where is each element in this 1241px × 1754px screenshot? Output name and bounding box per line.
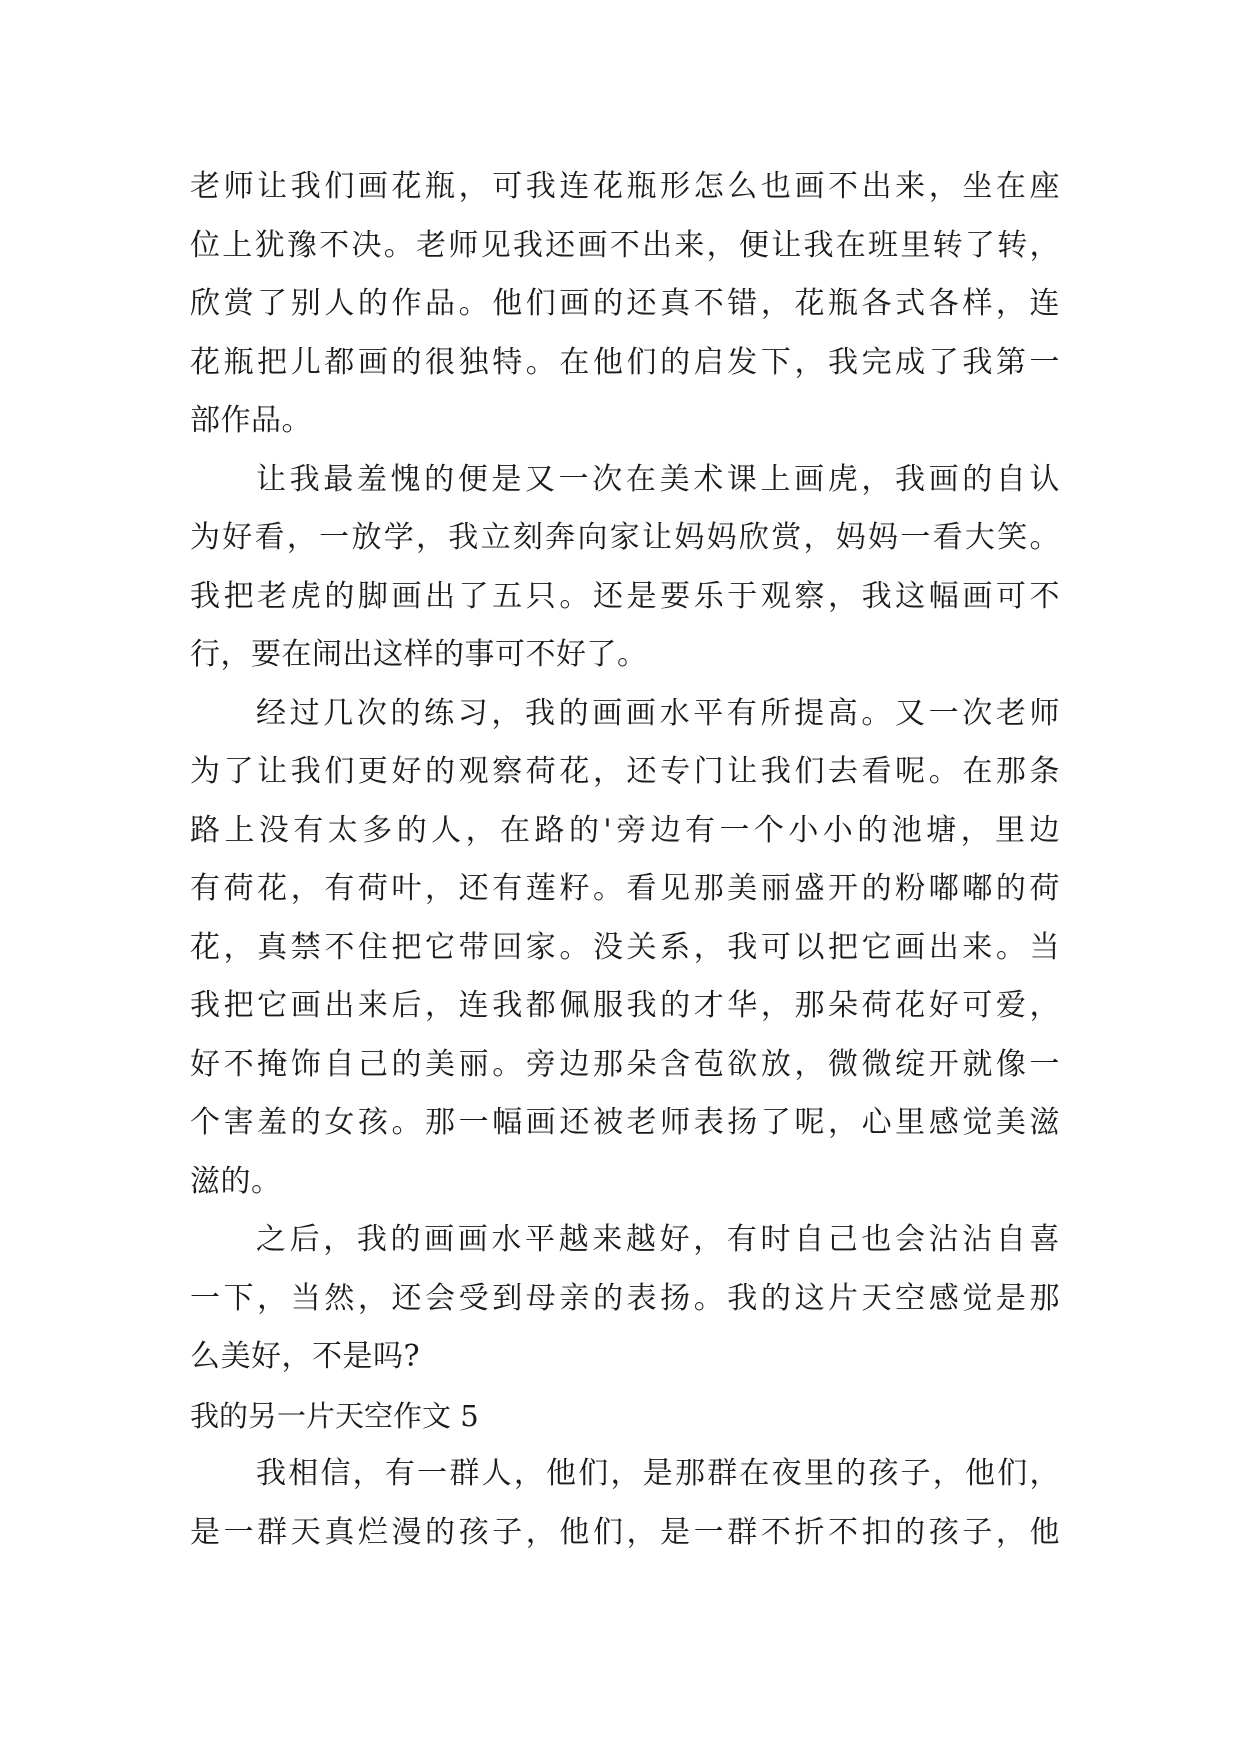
paragraph bbox=[190, 451, 1060, 685]
text-line: 滋的。 bbox=[190, 1163, 282, 1199]
text-line: 个害羞的女孩。那一幅画还被老师表扬了呢，心里感觉美滋 bbox=[190, 1105, 1060, 1140]
paragraph bbox=[190, 685, 1060, 1212]
text-line: 我相信，有一群人，他们，是那群在夜里的孩子，他们， bbox=[256, 1456, 1060, 1491]
text-line: 为好看，一放学，我立刻奔向家让妈妈欣赏，妈妈一看大笑。 bbox=[190, 520, 1060, 555]
text-line: 一下，当然，还会受到母亲的表扬。我的这片天空感觉是那 bbox=[190, 1280, 1060, 1316]
text-line: 老师让我们画花瓶，可我连花瓶形怎么也画不出来，坐在座 bbox=[190, 169, 1060, 204]
section-heading: 我的另一片天空作文 5 bbox=[190, 1398, 479, 1433]
text-line: 行，要在闹出这样的事可不好了。 bbox=[190, 637, 648, 672]
text-line: 位上犹豫不决。老师见我还画不出来，便让我在班里转了转， bbox=[190, 227, 1060, 263]
text-line: 路上没有太多的人，在路的'旁边有一个小小的池塘，里边 bbox=[190, 812, 1060, 848]
text-line: 我把老虎的脚画出了五只。还是要乐于观察，我这幅画可不 bbox=[190, 578, 1060, 614]
text-line: 好不掩饰自己的美丽。旁边那朵含苞欲放，微微绽开就像一 bbox=[190, 1046, 1060, 1082]
text-line: 欣赏了别人的作品。他们画的还真不错，花瓶各式各样，连 bbox=[190, 286, 1060, 321]
text-line: 么美好，不是吗? bbox=[190, 1339, 421, 1374]
text-line: 我把它画出来后，连我都佩服我的才华，那朵荷花好可爱， bbox=[190, 988, 1060, 1023]
text-line: 是一群天真烂漫的孩子，他们，是一群不折不扣的孩子，他 bbox=[190, 1514, 1060, 1550]
document-body bbox=[190, 158, 1060, 1562]
text-line: 为了让我们更好的观察荷花，还专门让我们去看呢。在那条 bbox=[190, 754, 1060, 789]
text-line: 之后，我的画画水平越来越好，有时自己也会沾沾自喜 bbox=[256, 1222, 1060, 1257]
text-line: 有荷花，有荷叶，还有莲籽。看见那美丽盛开的粉嘟嘟的荷 bbox=[190, 871, 1060, 906]
paragraph bbox=[190, 1211, 1060, 1387]
paragraph bbox=[190, 1445, 1060, 1562]
text-line: 花，真禁不住把它带回家。没关系，我可以把它画出来。当 bbox=[190, 929, 1060, 965]
text-line: 花瓶把儿都画的很独特。在他们的启发下，我完成了我第一 bbox=[190, 344, 1060, 380]
text-line: 让我最羞愧的便是又一次在美术课上画虎，我画的自认 bbox=[256, 461, 1060, 497]
text-line: 经过几次的练习，我的画画水平有所提高。又一次老师 bbox=[256, 695, 1060, 731]
text-line: 部作品。 bbox=[190, 403, 312, 438]
paragraph bbox=[190, 158, 1060, 451]
